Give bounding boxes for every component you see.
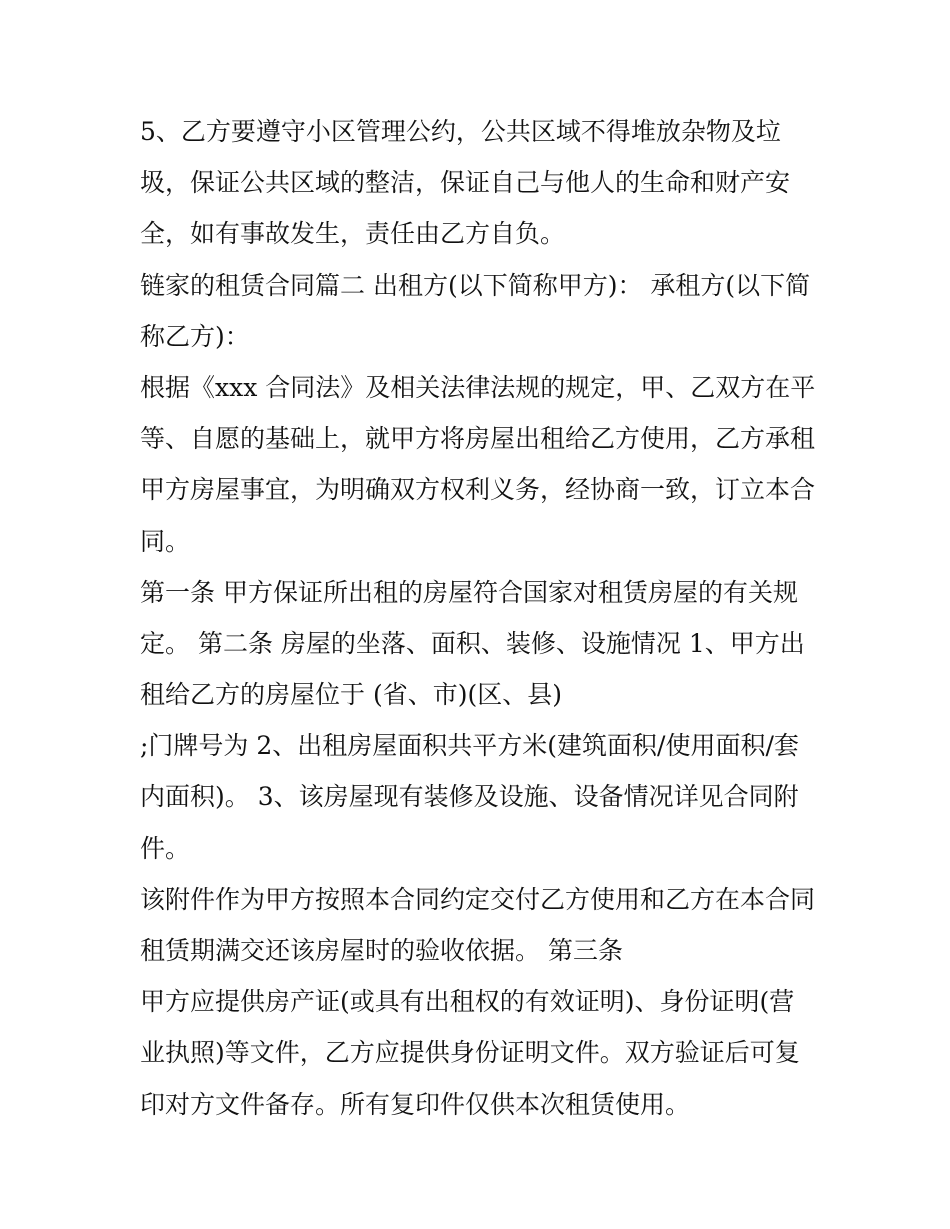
text-line: 甲方房屋事宜，为明确双方权利义务，经协商一致，订立本合	[140, 475, 816, 505]
text-line: 租给乙方的房屋位于 (省、市)(区、县)	[140, 680, 562, 710]
text-line: 等、自愿的基础上，就甲方将房屋出租给乙方使用，乙方承租	[140, 424, 816, 454]
text-line: ;门牌号为 2、出租房屋面积共平方米(建筑面积/使用面积/套	[140, 731, 799, 761]
text-line: 圾，保证公共区域的整洁，保证自己与他人的生命和财产安	[140, 168, 791, 198]
text-line: 根据《xxx 合同法》及相关法律法规的规定，甲、乙双方在平	[140, 372, 816, 402]
text-line: 印对方文件备存。所有复印件仅供本次租赁使用。	[140, 1089, 691, 1119]
text-line: 称乙方)：	[140, 321, 250, 351]
text-line: 租赁期满交还该房屋时的验收依据。 第三条	[140, 936, 623, 965]
text-line: 5、乙方要遵守小区管理公约，公共区域不得堆放杂物及垃	[140, 117, 781, 146]
text-line: 件。	[140, 833, 191, 863]
contract-text	[140, 106, 830, 1130]
text-line: 业执照)等文件，乙方应提供身份证明文件。双方验证后可复	[140, 1038, 800, 1068]
text-line: 甲方应提供房产证(或具有出租权的有效证明)、身份证明(营	[140, 987, 795, 1017]
text-line: 内面积)。 3、该房屋现有装修及设施、设备情况详见合同附	[140, 782, 799, 812]
text-line: 同。	[140, 526, 191, 556]
text-line: 第一条 甲方保证所出租的房屋符合国家对租赁房屋的有关规	[140, 577, 798, 607]
text-line: 全，如有事故发生，责任由乙方自负。	[140, 219, 566, 249]
text-line: 该附件作为甲方按照本合同约定交付乙方使用和乙方在本合同	[140, 884, 816, 914]
text-line: 定。 第二条 房屋的坐落、面积、装修、设施情况 1、甲方出	[140, 628, 805, 658]
text-line: 链家的租赁合同篇二 出租方(以下简称甲方)： 承租方(以下简	[140, 270, 811, 300]
